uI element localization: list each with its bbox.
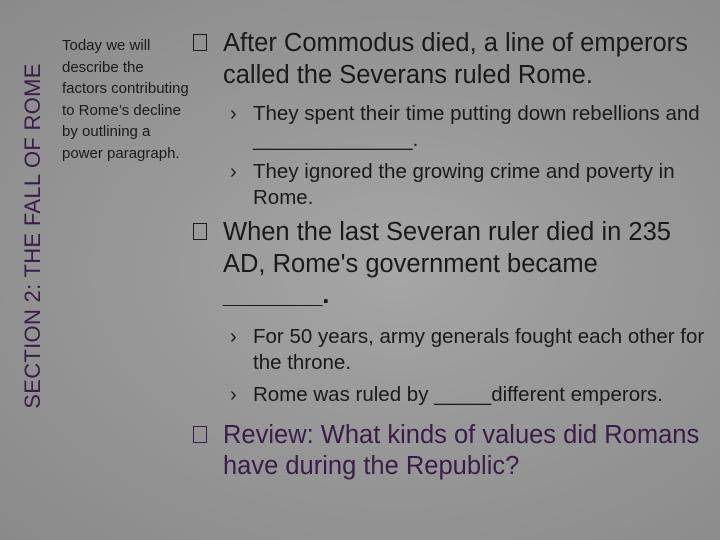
side-title [20,36,46,436]
sub-bullet-item [193,101,708,153]
review-question: Review: What kinds of values did Romans have during the Republic? [223,420,700,480]
chevron-right-icon: › [230,325,237,348]
bullet-item [193,28,708,91]
sub-bullet-text-end: . [412,128,419,151]
fill-in-blank: _______. [223,281,330,309]
objective-text: Today we will describe the factors contributing to Rome’s decline by outlining a power paragraph. [62,37,189,162]
sub-bullet-item [193,324,708,376]
fill-in-blank: _____ [434,382,492,406]
side-title-text: SECTION 2: THE FALL OF ROME [20,63,46,409]
bullet-list [193,28,708,483]
bullet-item [193,217,708,312]
chevron-right-icon: › [230,161,237,183]
sub-bullet-text: They ignored the growing crime and poverty in Rome. [253,160,675,209]
square-bullet-icon [193,34,207,51]
chevron-right-icon: › [230,383,237,406]
fill-in-blank: ______________ [253,128,413,151]
bullet-item-review [193,420,708,483]
bullet-text: When the last Severan ruler died in 235 AD, Rome's government became [223,218,671,278]
sub-bullet-text: For 50 years, army generals fought each other for the throne. [253,324,705,374]
chevron-right-icon: › [230,103,237,125]
sub-bullet-item [193,382,708,408]
square-bullet-icon [193,426,207,443]
square-bullet-icon [193,223,207,240]
sub-bullet-text: Rome was ruled by [253,382,435,406]
bullet-text: After Commodus died, a line of emperors called the Severans ruled Rome. [223,29,688,89]
sub-bullet-text: They spent their time putting down rebellions and [253,102,700,125]
sub-bullet-text-end: different emperors. [491,382,663,406]
sub-bullet-item [193,159,708,211]
